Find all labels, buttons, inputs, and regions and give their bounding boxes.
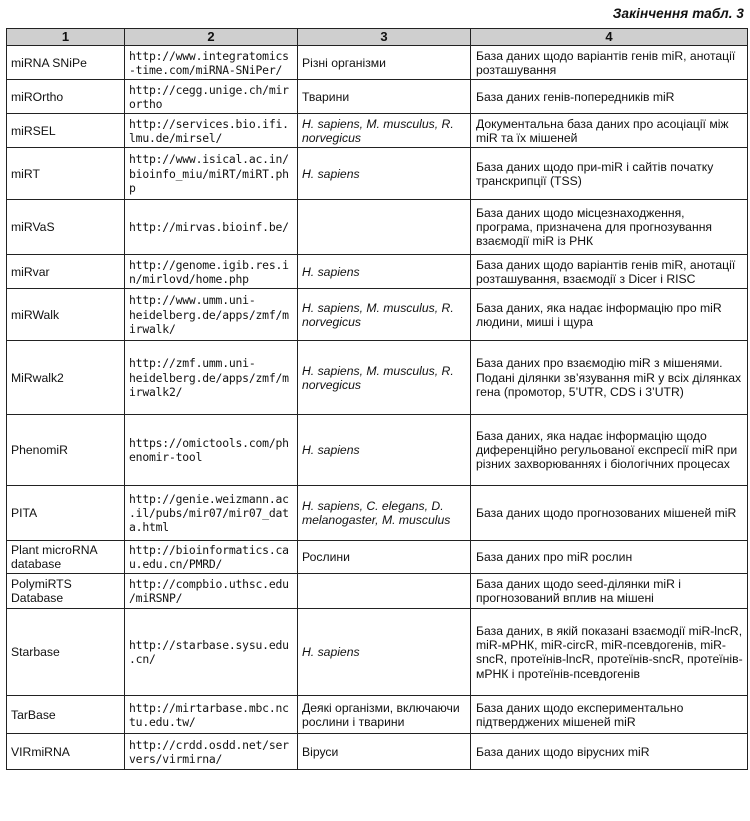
organism-cell: [298, 486, 471, 541]
table-body: [7, 46, 748, 770]
database-url-cell[interactable]: http://zmf.umm.uni-heidelberg.de/apps/zmf/mirwalk2/: [125, 341, 298, 415]
organism-text: H. sapiens: [302, 645, 360, 660]
organism-cell: [298, 46, 471, 80]
organism-text: H. sapiens, C. elegans, D. melanogaster, M. musculus: [302, 499, 451, 528]
database-url-cell[interactable]: http://services.bio.ifi.lmu.de/mirsel/: [125, 114, 298, 148]
organism-text: Різні організми: [302, 55, 386, 70]
organism-text: H. sapiens: [302, 264, 360, 279]
organism-cell: [298, 415, 471, 486]
mirna-database-table: [6, 28, 748, 770]
organism-text: Рослини: [302, 550, 350, 565]
description-cell: База даних генів-попередників miR: [471, 80, 748, 114]
database-name-cell: VIRmiRNA: [7, 734, 125, 770]
description-cell: База даних щодо місцезнаходження, програма, призначена для прогнозування взаємодії miR із РНК: [471, 200, 748, 255]
organism-text: Віруси: [302, 744, 339, 759]
table-row: [7, 696, 748, 734]
database-name-cell: miRWalk: [7, 289, 125, 341]
organism-text: H. sapiens: [302, 443, 360, 458]
table-row: [7, 734, 748, 770]
organism-cell: [298, 148, 471, 200]
description-cell: База даних щодо при-miR і сайтів початку транскрипції (TSS): [471, 148, 748, 200]
table-row: [7, 80, 748, 114]
database-url-cell[interactable]: http://starbase.sysu.edu.cn/: [125, 609, 298, 696]
description-cell: База даних щодо seed-ділянки miR і прогнозований вплив на мішені: [471, 574, 748, 609]
table-row: [7, 114, 748, 148]
database-url-cell[interactable]: http://genie.weizmann.ac.il/pubs/mir07/mir07_data.html: [125, 486, 298, 541]
database-name-cell: miRT: [7, 148, 125, 200]
organism-cell: [298, 574, 471, 609]
database-url-cell[interactable]: http://crdd.osdd.net/servers/virmirna/: [125, 734, 298, 770]
database-name-cell: Plant microRNA database: [7, 541, 125, 574]
description-cell: База даних, яка надає інформацію щодо диференційно регульованої експресії miR при різних захворюваннях і біологічних процесах: [471, 415, 748, 486]
description-cell: База даних щодо варіантів генів miR, анотації розташування, взаємодії з Dicer і RISC: [471, 255, 748, 289]
organism-cell: [298, 609, 471, 696]
database-name-cell: miRSEL: [7, 114, 125, 148]
database-name-cell: miRNA SNiPe: [7, 46, 125, 80]
organism-cell: [298, 114, 471, 148]
table-caption: Закінчення табл. 3: [612, 6, 744, 21]
table-row: [7, 148, 748, 200]
organism-cell: [298, 289, 471, 341]
organism-cell: [298, 80, 471, 114]
database-url-cell[interactable]: http://www.integratomics-time.com/miRNA-SNiPer/: [125, 46, 298, 80]
description-cell: База даних щодо вірусних miR: [471, 734, 748, 770]
organism-cell: [298, 541, 471, 574]
database-name-cell: MiRwalk2: [7, 341, 125, 415]
organism-text: Деякі організми, включаючи рослини і тварини: [302, 700, 460, 729]
organism-text: H. sapiens, M. musculus, R. norvegicus: [302, 300, 454, 329]
description-cell: База даних щодо прогнозованих мішеней miR: [471, 486, 748, 541]
table-row: [7, 341, 748, 415]
table-row: [7, 415, 748, 486]
organism-text: H. sapiens, M. musculus, R. norvegicus: [302, 363, 454, 392]
database-url-cell[interactable]: http://www.isical.ac.in/ bioinfo_miu/miRT/miRT.php: [125, 148, 298, 200]
organism-text: H. sapiens: [302, 166, 360, 181]
description-cell: База даних, яка надає інформацію про miR людини, миші і щура: [471, 289, 748, 341]
database-name-cell: PhenomiR: [7, 415, 125, 486]
database-name-cell: PolymiRTS Database: [7, 574, 125, 609]
database-name-cell: miROrtho: [7, 80, 125, 114]
organism-text: Тварини: [302, 89, 350, 104]
database-name-cell: miRVaS: [7, 200, 125, 255]
column-header: 1: [7, 29, 125, 46]
header-row: [7, 29, 748, 46]
description-cell: База даних про miR рослин: [471, 541, 748, 574]
database-url-cell[interactable]: http://mirtarbase.mbc.nctu.edu.tw/: [125, 696, 298, 734]
column-header: 2: [125, 29, 298, 46]
description-cell: База даних, в якій показані взаємодії miR-lncR, miR-мРНК, miR-circR, miR-псевдогенів, miR-sncR, протеїнів-lncR, протеїнів-sncR, протеїнів-мРНК і протеїнів-псевдогенів: [471, 609, 748, 696]
organism-cell: [298, 696, 471, 734]
description-cell: База даних про взаємодію miR з мішенями. Подані ділянки зв’язування miR у всіх ділянках гена (промотор, 5’UTR, CDS і 3’UTR): [471, 341, 748, 415]
organism-cell: [298, 255, 471, 289]
table-row: [7, 200, 748, 255]
table-row: [7, 289, 748, 341]
database-name-cell: miRvar: [7, 255, 125, 289]
table-row: [7, 46, 748, 80]
database-url-cell[interactable]: http://cegg.unige.ch/mirortho: [125, 80, 298, 114]
database-url-cell[interactable]: http://genome.igib.res.in/mirlovd/home.php: [125, 255, 298, 289]
database-url-cell[interactable]: http://compbio.uthsc.edu/miRSNP/: [125, 574, 298, 609]
description-cell: База даних щодо варіантів генів miR, анотації розташування: [471, 46, 748, 80]
column-header: 4: [471, 29, 748, 46]
organism-cell: [298, 341, 471, 415]
organism-cell: [298, 200, 471, 255]
table-row: [7, 541, 748, 574]
table-row: [7, 609, 748, 696]
database-name-cell: TarBase: [7, 696, 125, 734]
description-cell: Документальна база даних про асоціації між miR та їх мішеней: [471, 114, 748, 148]
database-url-cell[interactable]: https://omictools.com/phenomir-tool: [125, 415, 298, 486]
organism-cell: [298, 734, 471, 770]
table-row: [7, 486, 748, 541]
database-name-cell: Starbase: [7, 609, 125, 696]
database-url-cell[interactable]: http://mirvas.bioinf.be/: [125, 200, 298, 255]
database-url-cell[interactable]: http://www.umm.uni-heidelberg.de/apps/zmf/mirwalk/: [125, 289, 298, 341]
database-name-cell: PITA: [7, 486, 125, 541]
description-cell: База даних щодо експериментально підтверджених мішеней miR: [471, 696, 748, 734]
column-header: 3: [298, 29, 471, 46]
table-row: [7, 255, 748, 289]
database-url-cell[interactable]: http://bioinformatics.cau.edu.cn/PMRD/: [125, 541, 298, 574]
organism-text: H. sapiens, M. musculus, R. norvegicus: [302, 116, 454, 145]
table-row: [7, 574, 748, 609]
